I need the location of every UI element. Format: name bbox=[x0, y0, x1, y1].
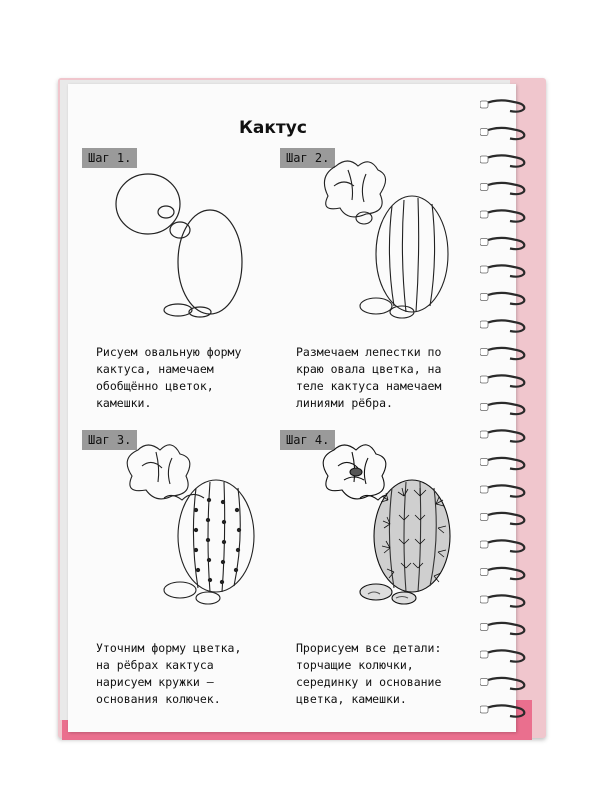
spiral-coil bbox=[484, 595, 524, 606]
binding-hole bbox=[480, 349, 488, 356]
step-1-drawing bbox=[108, 162, 258, 322]
binding-hole bbox=[480, 486, 488, 493]
binding-hole bbox=[480, 129, 488, 136]
spiral-binding bbox=[480, 94, 540, 724]
step-1-label: Шаг 1. bbox=[82, 148, 137, 168]
spiral-coil bbox=[484, 210, 524, 221]
binding-hole bbox=[480, 706, 488, 713]
spiral-coil bbox=[484, 128, 524, 139]
step-2-label: Шаг 2. bbox=[280, 148, 335, 168]
step-4-label: Шаг 4. bbox=[280, 430, 335, 450]
spiral-coil bbox=[484, 238, 524, 249]
binding-hole bbox=[480, 184, 488, 191]
binding-hole bbox=[480, 624, 488, 631]
step-1-caption: Рисуем овальную форму кактуса, намечаем обобщённо цветок, камешки. bbox=[96, 345, 242, 410]
binding-hole bbox=[480, 651, 488, 658]
binding-hole bbox=[480, 376, 488, 383]
binding-hole bbox=[480, 459, 488, 466]
book-page bbox=[68, 84, 516, 732]
spiral-coil bbox=[484, 568, 524, 579]
binding-hole bbox=[480, 679, 488, 686]
step-2-drawing bbox=[308, 156, 468, 326]
spiral-coil bbox=[484, 155, 524, 166]
spiral-coil bbox=[484, 623, 524, 634]
binding-hole bbox=[480, 569, 488, 576]
spiral-coil bbox=[484, 320, 524, 331]
spiral-coil bbox=[484, 540, 524, 551]
spiral-coil bbox=[484, 458, 524, 469]
binding-hole bbox=[480, 514, 488, 521]
step-3-caption: Уточним форму цветка, на рёбрах кактуса нарисуем кружки – основания колючек. bbox=[96, 641, 242, 706]
binding-hole bbox=[480, 596, 488, 603]
spiral-coil bbox=[484, 293, 524, 304]
spiral-coil bbox=[484, 403, 524, 414]
binding-hole bbox=[480, 431, 488, 438]
binding-hole bbox=[480, 541, 488, 548]
binding-hole bbox=[480, 294, 488, 301]
spiral-coil bbox=[484, 430, 524, 441]
step-4-caption: Прорисуем все детали: торчащие колючки, серединку и основание цветка, камешки. bbox=[296, 641, 442, 706]
spiral-coil bbox=[484, 513, 524, 524]
step-2-caption: Размечаем лепестки по краю овала цветка, на теле кактуса намечаем линиями рёбра. bbox=[296, 345, 442, 410]
binding-hole bbox=[480, 321, 488, 328]
spiral-coil bbox=[484, 375, 524, 386]
binding-hole bbox=[480, 156, 488, 163]
spiral-coil bbox=[484, 183, 524, 194]
spiral-coil bbox=[484, 650, 524, 661]
spiral-coil bbox=[484, 265, 524, 276]
binding-hole bbox=[480, 404, 488, 411]
spiral-coil bbox=[484, 678, 524, 689]
binding-hole bbox=[480, 101, 488, 108]
spiral-coils bbox=[480, 94, 540, 724]
binding-hole bbox=[480, 266, 488, 273]
step-3-drawing bbox=[112, 440, 272, 610]
page-title: Кактус bbox=[239, 118, 307, 138]
step-3-label: Шаг 3. bbox=[82, 430, 137, 450]
spiral-coil bbox=[484, 705, 524, 716]
spiral-coil bbox=[484, 485, 524, 496]
spiral-coil bbox=[484, 348, 524, 359]
binding-hole bbox=[480, 211, 488, 218]
binding-hole bbox=[480, 239, 488, 246]
spiral-coil bbox=[484, 100, 524, 111]
step-4-drawing bbox=[308, 440, 468, 610]
